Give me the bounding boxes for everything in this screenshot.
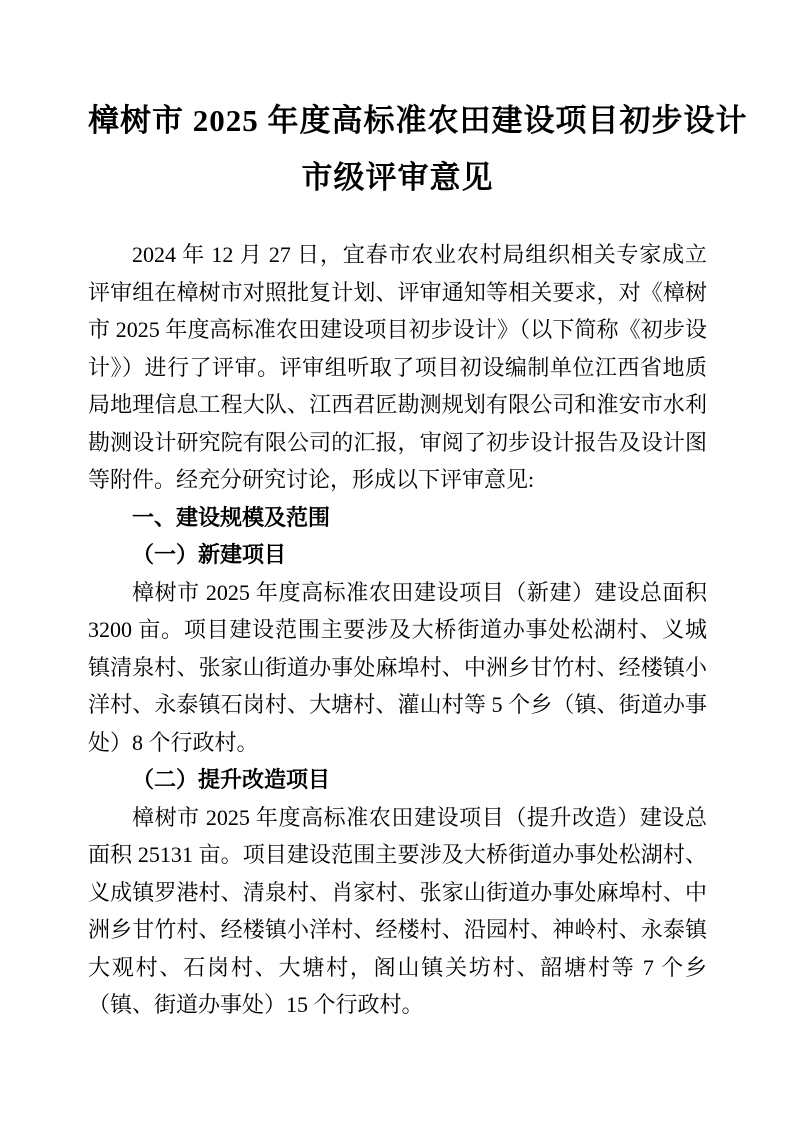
document-title (88, 92, 748, 206)
intro-paragraph: 2024 年 12 月 27 日，宜春市农业农村局组织相关专家成立评审组在樟树市对照批复计划、评审通知等相关要求，对《樟树市 2025 年度高标准农田建设项目初步设计》（以下简称《初步设计》）进行了评审。评审组听取了项目初设编制单位江西省地质局地理信息工程大队、江西君匠勘测规划有限公司和淮安市水利勘测设计研究院有限公司的汇报，审阅了初步设计报告及设计图等附件。经充分研究讨论，形成以下评审意见: (88, 242, 707, 492)
new-construction-paragraph: 樟树市 2025 年度高标准农田建设项目（新建）建设总面积 3200 亩。项目建设范围主要涉及大桥街道办事处松湖村、义城镇清泉村、张家山街道办事处麻埠村、中洲乡甘竹村、经楼镇小洋村、永泰镇石岗村、大塘村、灌山村等 5 个乡（镇、街道办事处）8 个行政村。 (88, 579, 707, 755)
document-title-line2: 市级评审意见 (301, 160, 494, 195)
section-1-heading: 一、建设规模及范围 (132, 504, 331, 530)
section-1-1-heading: （一）新建项目 (132, 542, 287, 567)
document-body (88, 236, 707, 1024)
section-1-2-heading: （二）提升改造项目 (132, 767, 331, 792)
document-title-line1: 樟树市 2025 年度高标准农田建设项目初步设计 (88, 103, 748, 138)
upgrade-project-paragraph: 樟树市 2025 年度高标准农田建设项目（提升改造）建设总面积 25131 亩。项目建设范围主要涉及大桥街道办事处松湖村、义成镇罗港村、清泉村、肖家村、张家山街道办事处麻埠村、中洲乡甘竹村、经楼镇小洋村、经楼村、沿园村、神岭村、永泰镇大观村、石岗村、大塘村，阁山镇关坊村、韶塘村等 7 个乡（镇、街道办事处）15 个行政村。 (88, 804, 707, 1017)
